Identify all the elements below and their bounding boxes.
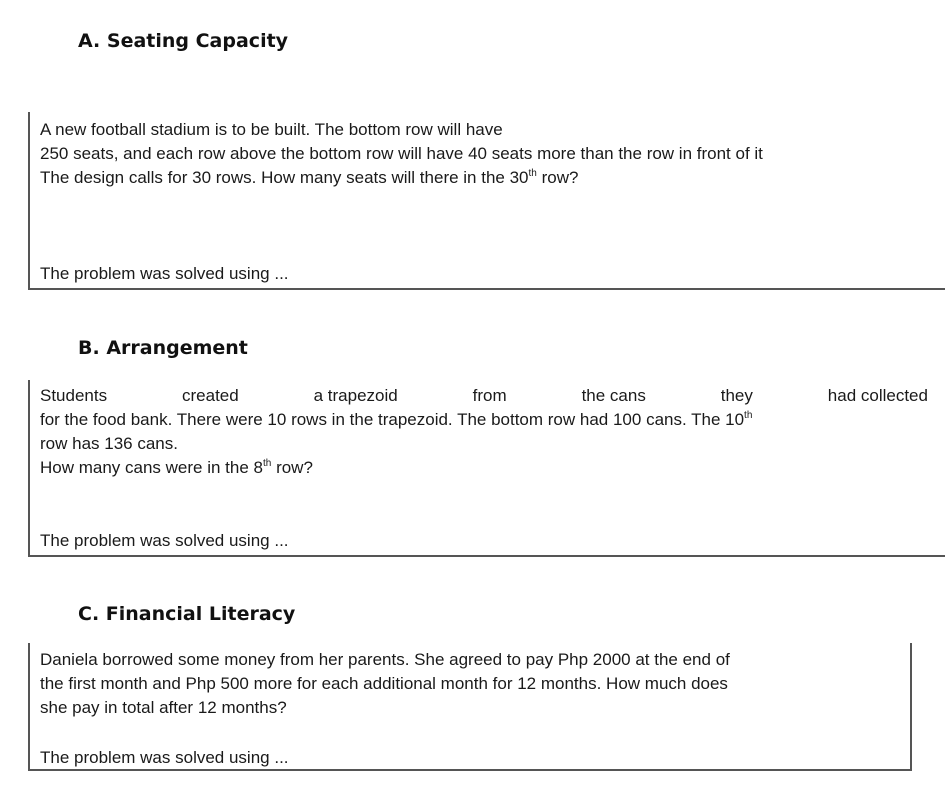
section-c-line-1: Daniela borrowed some money from her parents. She agreed to pay Php 2000 at the end of — [40, 650, 730, 669]
section-b-line-2: for the food bank. There were 10 rows in the trapezoid. The bottom row had 100 cans. The 10th — [40, 410, 753, 429]
section-b-heading: B. Arrangement — [78, 337, 248, 359]
word: they — [720, 386, 753, 405]
word: the cans — [581, 386, 646, 405]
section-c-line-3: she pay in total after 12 months? — [40, 698, 287, 717]
section-c-solved-prompt: The problem was solved using ... — [40, 748, 289, 767]
section-b-line-1 — [40, 386, 928, 406]
section-a-line-2: 250 seats, and each row above the bottom row will have 40 seats more than the row in front of it — [40, 144, 763, 163]
section-a-heading: A. Seating Capacity — [78, 30, 289, 52]
section-a-line-3: The design calls for 30 rows. How many seats will there in the 30th row? — [40, 168, 579, 187]
section-c-heading: C. Financial Literacy — [78, 603, 296, 625]
word: a trapezoid — [313, 386, 398, 405]
word: Students — [40, 386, 108, 405]
section-a-line-1: A new football stadium is to be built. The bottom row will have — [40, 120, 503, 139]
section-b-line-3: row has 136 cans. — [40, 434, 178, 453]
word: created — [182, 386, 239, 405]
section-c-line-2: the first month and Php 500 more for each additional month for 12 months. How much does — [40, 674, 728, 693]
word: had collected — [827, 386, 928, 405]
section-a-solved-prompt: The problem was solved using ... — [40, 264, 289, 283]
section-b-solved-prompt: The problem was solved using ... — [40, 531, 289, 550]
section-b-line-4: How many cans were in the 8th row? — [40, 458, 313, 477]
word: from — [472, 386, 507, 405]
